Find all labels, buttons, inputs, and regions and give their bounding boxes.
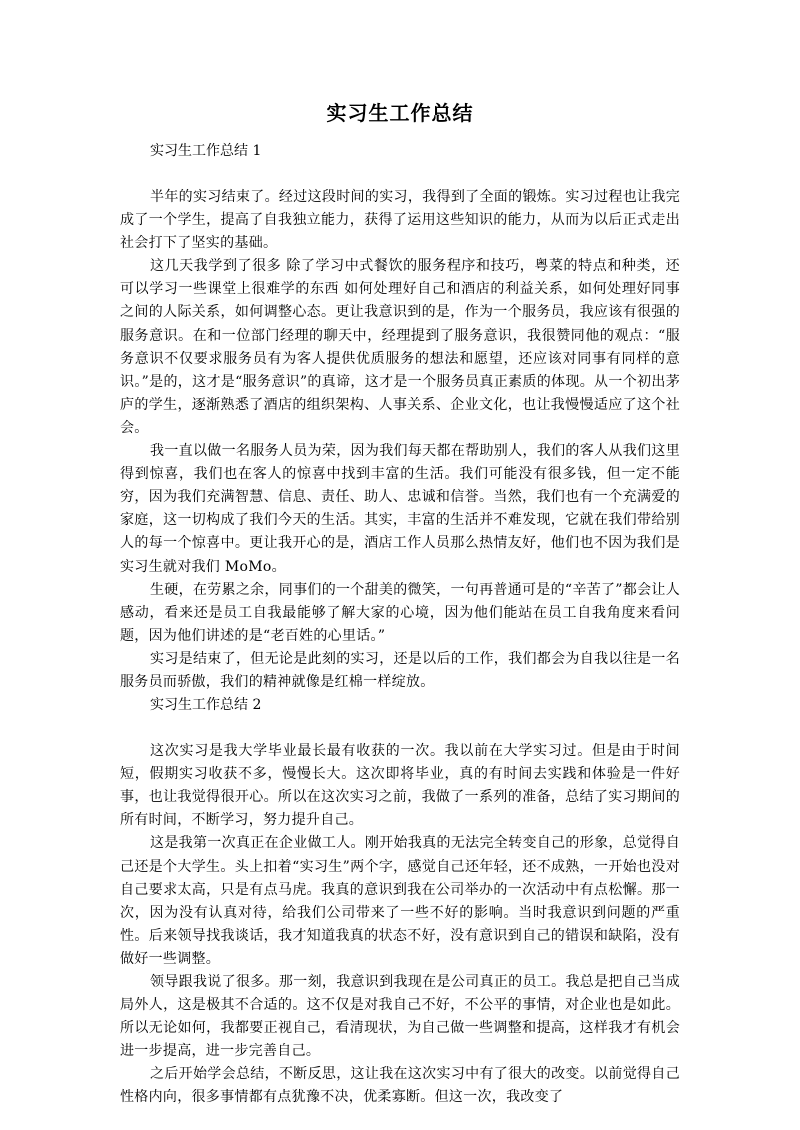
paragraph: 我一直以做一名服务人员为荣，因为我们每天都在帮助别人，我们的客人从我们这里得到惊喜，我们也在客人的惊喜中找到丰富的生活。我们可能没有很多钱，但一定不能穷，因为我们充满智慧、信息、责任、助人、忠诚和信誉。当然，我们也有一个充满爱的家庭，这一切构成了我们今天的生活。其实，丰富的生活并不难发现，它就在我们带给别人的每一个惊喜中。更让我开心的是，酒店工作人员那么热情友好，他们也不因为我们是实习生就对我们 MoMo。 [120,443,680,575]
paragraph: 这是我第一次真正在企业做工人。刚开始我真的无法完全转变自己的形象，总觉得自己还是个大学生。头上扣着“实习生”两个字，感觉自己还年轻，还不成熟，一开始也没对自己要求太高，只是有点马虎。我真的意识到我在公司举办的一次活动中有点松懈。那一次，因为没有认真对待，给我们公司带来了一些不好的影响。当时我意识到问题的严重性。后来领导找我谈话，我才知道我真的状态不好，没有意识到自己的错误和缺陷，没有做好一些调整。 [120,835,680,967]
blank-line [120,717,680,740]
paragraph: 这几天我学到了很多 除了学习中式餐饮的服务程序和技巧，粤菜的特点和种类，还可以学习一些课堂上很难学的东西 如何处理好自己和酒店的利益关系，如何处理好同事之间的人际关系，如何调整心态。更让我意识到的是，作为一个服务员，我应该有很强的服务意识。在和一位部门经理的聊天中，经理提到了服务意识，我很赞同他的观点：“服务意识不仅要求服务员有为客人提供优质服务的想法和愿望，还应该对同事有同样的意识。”是的，这才是“服务意识”的真谛，这才是一个服务员真正素质的体现。从一个初出茅庐的学生，逐渐熟悉了酒店的组织架构、人事关系、企业文化，也让我慢慢适应了这个社会。 [120,258,680,436]
blank-line [120,163,680,186]
paragraph: 生硬，在劳累之余，同事们的一个甜美的微笑，一句再普通可是的“辛苦了”都会让人感动，看来还是员工自我最能够了解大家的心境，因为他们能站在员工自我角度来看问题，因为他们讲述的是“老百姓的心里话。” [120,581,680,644]
section-heading: 实习生工作总结 2 [150,697,262,714]
paragraph: 之后开始学会总结，不断反思，这让我在这次实习中有了很大的改变。以前觉得自己性格内向，很多事情都有点犹豫不决，优柔寡断。但这一次，我改变了 [120,1066,680,1106]
paragraph: 实习是结束了，但无论是此刻的实习，还是以后的工作，我们都会为自我以往是一名服务员而骄傲，我们的精神就像是红棉一样绽放。 [120,650,680,690]
paragraph: 这次实习是我大学毕业最长最有收获的一次。我以前在大学实习过。但是由于时间短，假期实习收获不多，慢慢长大。这次即将毕业，真的有时间去实践和体验是一件好事，也让我觉得很开心。所以在这次实习之前，我做了一系列的准备，总结了实习期间的所有时间，不断学习，努力提升自己。 [120,743,680,829]
document-title: 实习生工作总结 [326,101,474,125]
paragraph: 领导跟我说了很多。那一刻，我意识到我现在是公司真正的员工。我总是把自己当成局外人，这是极其不合适的。这不仅是对我自己不好，不公平的事情，对企业也是如此。所以无论如何，我都要正视自己，看清现状，为自己做一些调整和提高，这样我才有机会进一步提高，进一步完善自己。 [120,974,680,1060]
paragraph: 半年的实习结束了。经过这段时间的实习，我得到了全面的锻炼。实习过程也让我完成了一个学生，提高了自我独立能力，获得了运用这些知识的能力，从而为以后正式走出社会打下了坚实的基础。 [120,189,680,252]
section-heading: 实习生工作总结 1 [150,143,262,159]
